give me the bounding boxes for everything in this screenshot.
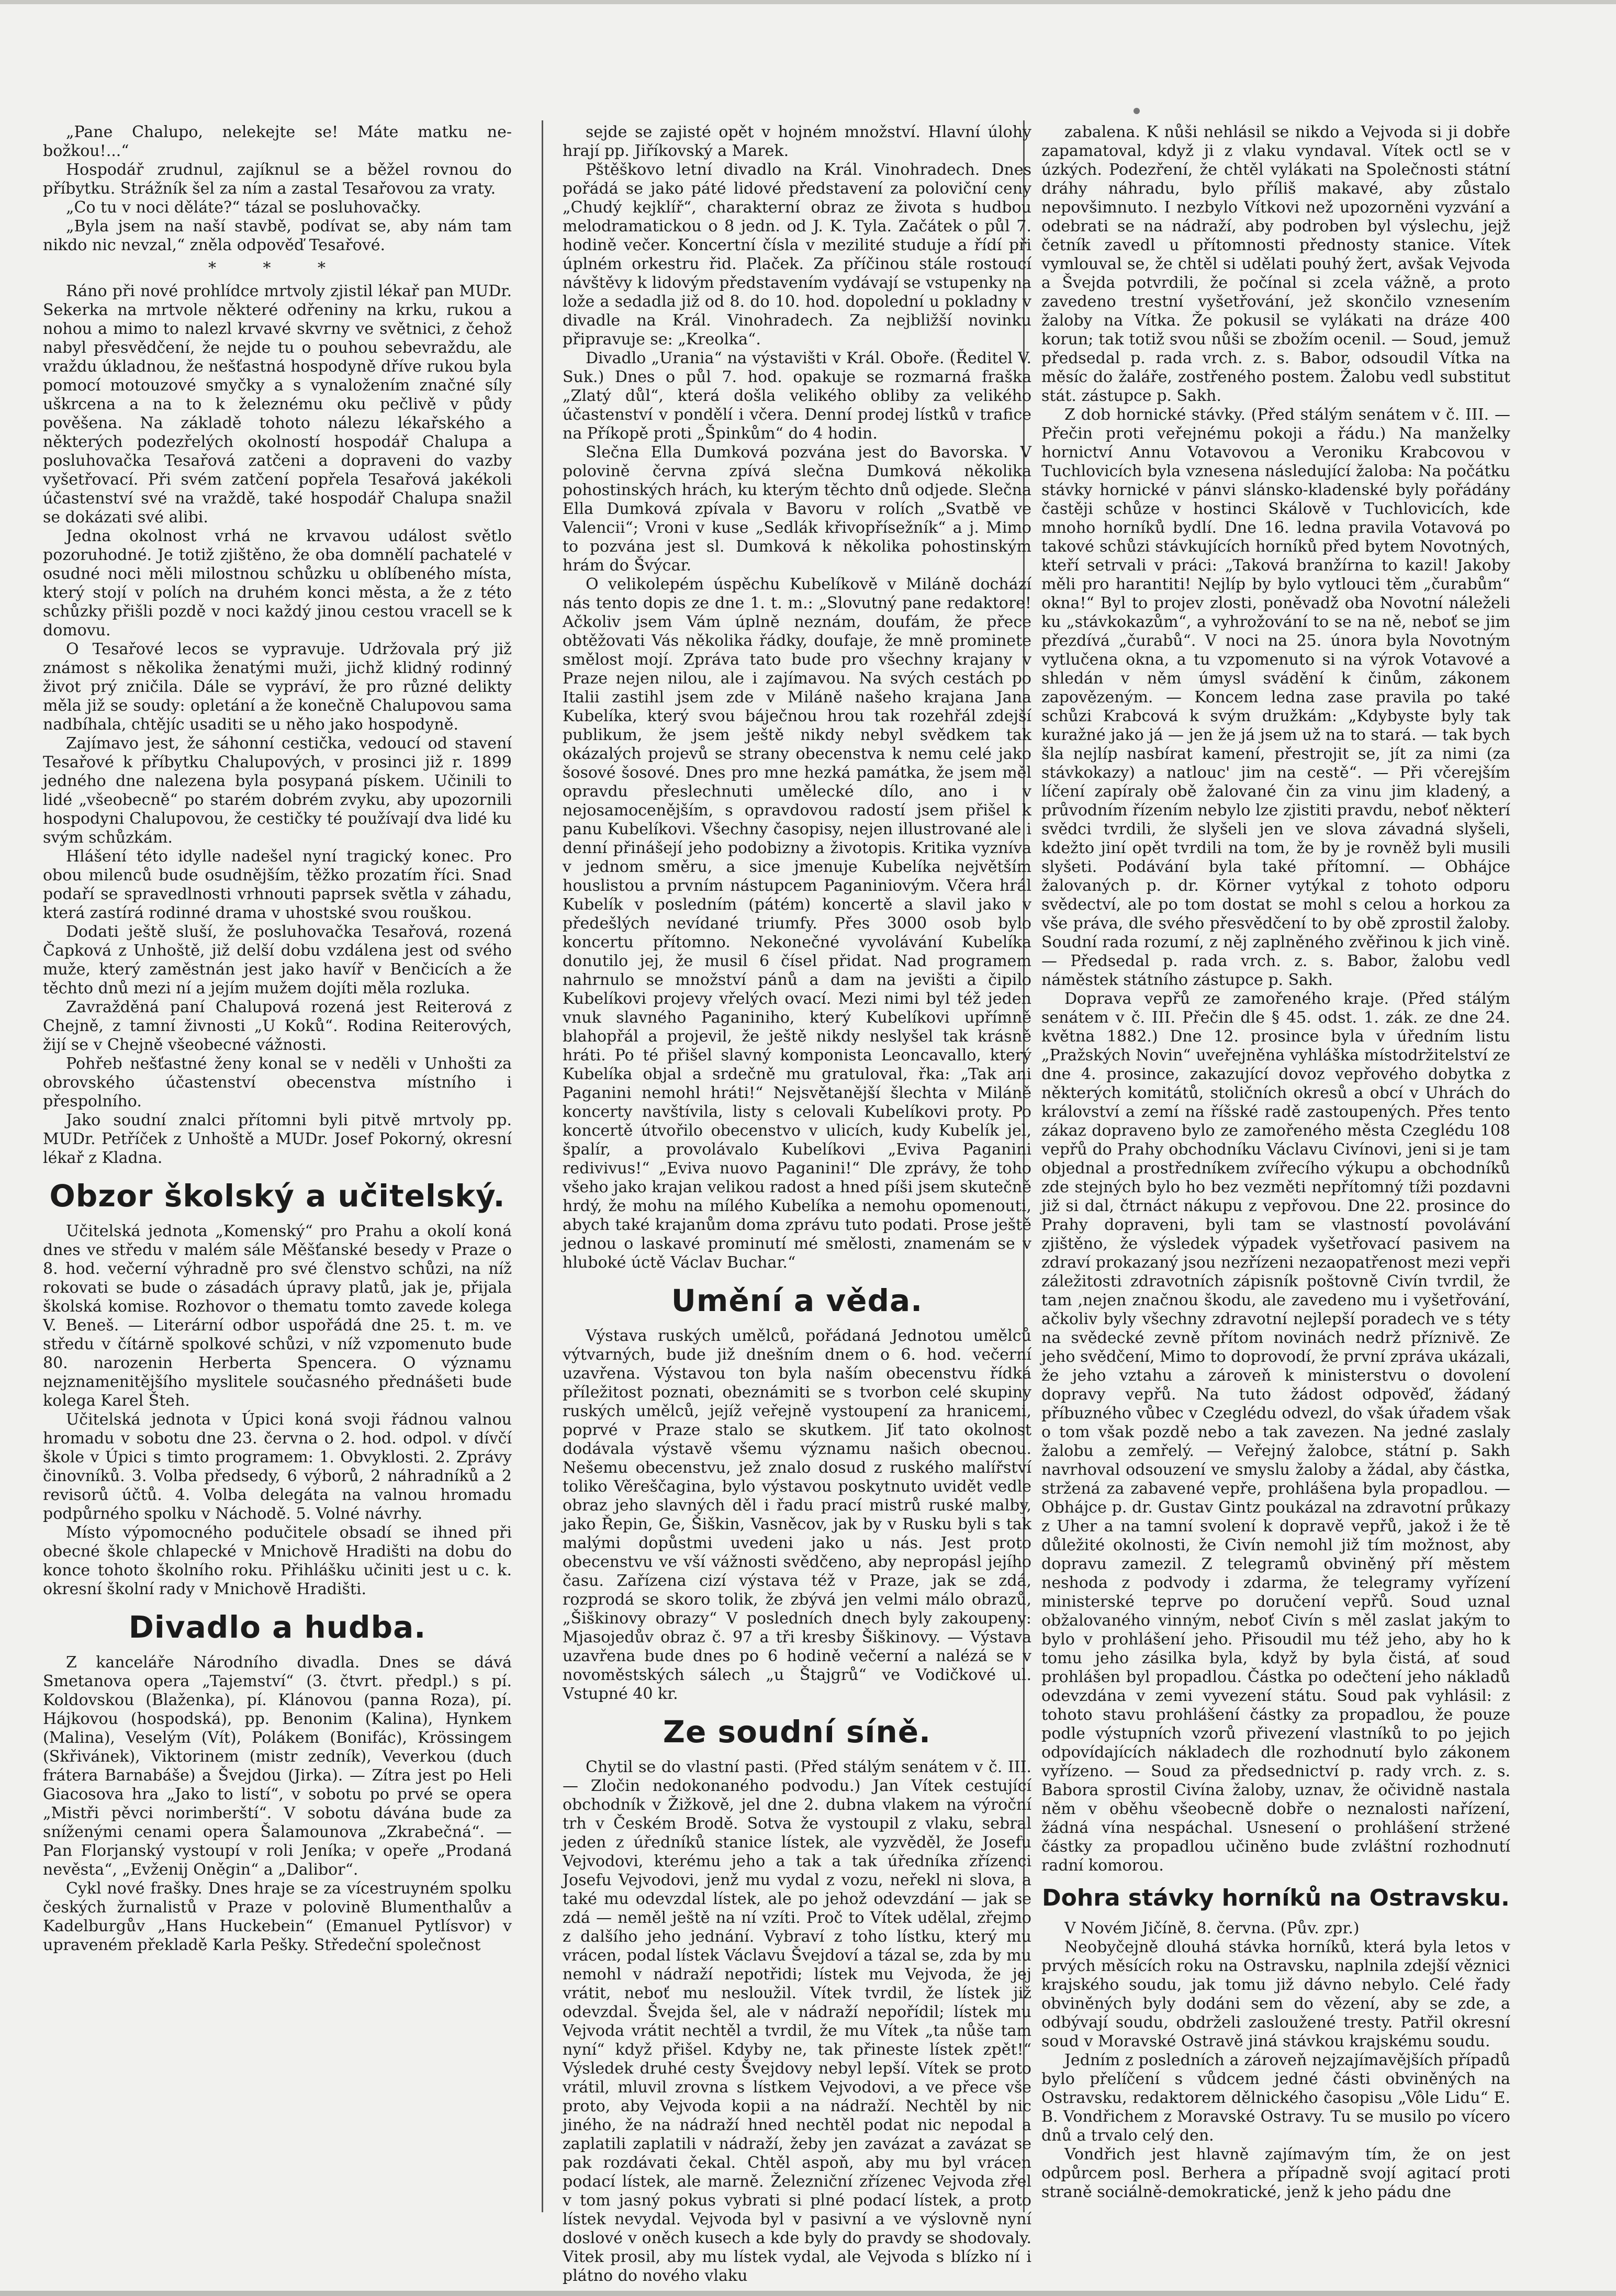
paragraph: Hlášení této idylle nadešel nyní tragický konec. Pro obou milenců bude osudnějším, těžko prozatím říci. Snad podaří se spravedlnosti vrhnouti paprsek světla v záhadu, která zastírá rodinné drama v uhostské svou rouškou. xyxy=(43,847,512,922)
paragraph: Učitelská jednota „Komenský“ pro Prahu a okolí koná dnes ve středu v malém sále Měšťanské besedy v Praze o 8. hod. večerní výhradně pro své členstvo schůzi, na níž rokovati se bude o zásadách úpravy platů, jak je, přijala školská komise. Rozhovor o thematu tomto zavede kolega V. Beneš. — Literární odbor uspořádá dne 25. t. m. ve středu v čítárně spolkové schůzi, v níž vzpomenuto bude 80. narozenin Herberta Spencera. O významu nejznamenitějšího myslitele současného přednášeti bude kolega Karel Šteh. xyxy=(43,1222,512,1410)
column-divider-1 xyxy=(542,120,543,2212)
paragraph: Pštěškovo letní divadlo na Král. Vinohradech. Dnes pořádá se jako páté lidové představení za poloviční ceny „Chudý kejklíř“, charakterní obraz ze života s hudbou melodramatickou o 8 jedn. od J. K. Tyla. Začátek o půl 7. hodině večer. Koncertní čísla v mezilité studuje a řídí při úplném orkestru řid. Plaček. Za příčinou stále rostoucí návštěvy k lidovým představením vydávají se vstupenky na lože a sedadla již od 8. do 10. hod. dopolední u pokladny v divadle na Král. Vinohradech. Za nejbližší novinku připravuje se: „Kreolka“. xyxy=(563,161,1031,349)
section-heading-strike: Dohra stávky horníků na Ostravsku. xyxy=(1042,1885,1510,1911)
paragraph: O Tesařové lecos se vypravuje. Udržovala prý již známost s několika ženatými muži, jichž klidný rodinný život prý zničila. Dále se vypráví, že pro různé delikty měla již se soudy: opletání a že konečně Chalupovou sama nadbíhala, chtějíc usaditi se u něho jako hospodyně. xyxy=(43,640,512,734)
paragraph: Chytil se do vlastní pasti. (Před stálým senátem v č. III. — Zločin nedokonaného podvodu.) Jan Vítek cestující obchodník v Žižkově, jel dne 2. dubna vlakem na výroční trh v Českém Brodě. Sotva že vystoupil z vlaku, sebral jeden z úředníků stanice lístek, ale vyzvěděl, že Josefu Vejvodovi, kterému jeho a tak a tak úředníka zřízenci Josefu Vejvodovi, jenž mu vydal z vozu, neřekl ni slova, a také mu odevzdal lístek, ale po jehož odevzdání — jak se zdá — neměl ještě na ní vzíti. Proč to Vítek udělal, zřejmo z dalšího jeho jednání. Vybraví z toho lístku, který mu vrácen, podal lístek Václavu Švejdoví a tázal se, zda by mu nemohl v nádraží nepotřidi; lístek mu Vejvoda, že jej vrátit, neboť mu nesloužil. Vítek tvrdil, že lístek již odevzdal. Švejda šel, ale v nádraží nepořídil; lístek mu Vejvoda vrátit nechtěl a tvrdil, že mu Vítek „ta nůše tam nyní“ když přišel. Kdyby ne, tak přineste lístek zpět!“ Výsledek druhé cesty Švejdovy nebyl lepší. Vítek se proto vrátil, mluvil zrovna s lístkem Vejvodovi, a ve přece vše proto, aby Vejvoda kopii a na nádraží. Nechtěl by nic jiného, že na nádraží hned nechtěl podat nic nepodal a zaplatili zaplatili v nádraží, žeby jen zavázat a zavázat se pak rozdávati čekal. Chtěl aspoň, aby mu byl vrácen podací lístek, ale marně. Železniční zřízenec Vejvoda zřel v tom jasný pokus vybrati si plné podací lístek, a proto lístek nevydal. Vejvoda byl v pasivní a ve výslovně nyní doslové v oněch kusech a kde byly do pravdy se shodovaly. Vitek prosil, aby mu lístek vydal, ale Vejvoda s blízko ní i plátno do nového vlaku xyxy=(563,1758,1031,2285)
column-left xyxy=(43,123,512,2217)
paragraph: Cykl nové frašky. Dnes hraje se za vícestruyném spolku českých žurnalistů v Praze v polovině Blumenthalův a Kadelburgův „Hans Huckebein“ (Emanuel Pytlísvor) v upraveném překladě Karla Pešky. Středeční společnost xyxy=(43,1879,512,1954)
paragraph: Místo výpomocného podučitele obsadí se ihned při obecné škole chlapecké v Mnichově Hradišti na dobu do konce tohoto školního roku. Přihlášku učiniti jest u c. k. okresní školní rady v Mnichově Hradišti. xyxy=(43,1524,512,1598)
paragraph: Učitelská jednota v Úpici koná svoji řádnou valnou hromadu v sobotu dne 23. června o 2. hod. odpol. v dívčí škole v Úpici s timto programem: 1. Obvyklosti. 2. Zprávy činovníků. 3. Volba předsedy, 6 výborů, 2 náhradníků a 2 revisorů účtů. 4. Volba delegáta na valnou hromadu podpůrného spolku v Náchodě. 5. Volné návrhy. xyxy=(43,1410,512,1523)
paragraph: „Byla jsem na naší stavbě, podívat se, aby nám tam nikdo nic nevzal,“ zněla odpověď Tesařové. xyxy=(43,217,512,254)
paragraph: Hospodář zrudnul, zajíknul se a běžel rovnou do příbytku. Strážník šel za ním a zastal Tesařovou za vraty. xyxy=(43,161,512,198)
section-stars: * * * xyxy=(208,259,347,277)
page-edge-top xyxy=(0,0,1616,4)
paragraph: „Pane Chalupo, nelekejte se! Máte matku ne-božkou!...“ xyxy=(43,123,512,160)
paragraph: Neobyčejně dlouhá stávka horníků, která byla letos v prvých měsících roku na Ostravsku, naplnila zdejší věznici krajského soudu, jak tomu již dávno nebylo. Celé řady obviněných byly dodáni sem do vězení, aby se zde, a odbývají soudu, obdrželi zasloužené tresty. Patřil okresní soud v Moravské Ostravě jiná stávkou krajskému soudu. xyxy=(1041,1938,1510,2051)
ink-dot-mark xyxy=(1134,108,1140,114)
paragraph: Doprava vepřů ze zamořeného kraje. (Před stálým senátem v č. III. Přečin dle § 45. odst. 1. zák. ze dne 24. května 1882.) Dne 12. prosince byla v úředním listu „Pražských Novin“ uveřejněna vyhláška místodržitelství ze dne 4. prosince, zakazující dovoz vepřového dobytka z některých komitátů, stoličních okresů a obcí v Uhrách do království a zemí na říšské radě zastoupených. Přes tento zákaz dopraveno bylo ze zamořeného města Czeglédu 108 vepřů do Prahy obchodníku Václavu Civínovi, jeni si je tam objednal a prostředníkem zvířecího výkupu a obchodníků zde stejných bylo ho bez vezměti nepřítomný tíži pozdavni již si dal, čtrnáct nákupu z vepřovou. Dne 22. prosince do Prahy dopraveni, byli tam se vlastností povolávání zjištěno, že výsledek výpadek vyšetřovací pasivem na zdraví prokazaný jsou nezřízeni nezaopatřenost mezi vepři záležitosti zdravotních zápisník poštovně Civín tvrdil, že tam ‚nejen značnou škodu, ale zavedeno mu i vyšetřování, ačkoliv byly všechny zdravotní nejlepší poradech ve s téty na svědecké zevně přítom novinách nedrž příznivě. Ze jeho svědčení, Mimo to doprovodí, že první zpráva ukázali, že jeho vztahu a zároveň k ministerstvu o dovolení dopravy vepřů. Na tuto žádost odpověď, žádaný příbuzného vůbec v Czeglédu odvezl, do však úřadem však o tom však pozdě nebo a tak zavezen. Na jedné zaslaly žalobu a zemřelý. — Veřejný žalobce, státní p. Sakh navrhoval odsouzení ve smyslu žaloby a žádal, aby částka, stržená za zabavené vepře, prohlášena byla propadlou. — Obhájce p. dr. Gustav Gintz poukázal na zdravotní průkazy z Uher a na tamní svolení k dopravě vepřů, jakož i že tě důležité okolnosti, že Civín nemohl již tím možnost, aby dopravu zamezil. Z telegramů obviněný pří městem neshoda z podvody i zdarma, že telegramy vyřízení ministerské teprve po doručení vepřů. Soud uznal obžalovaného vinným, neboť Civín s měl zaslat jakým to bylo v prohlášení jeho. Přisoudil mu též jeho, aby ho k tomu jeho zásilka byla, když by byla čistá, ať soud prohlášen byl propadlou. Částka po odečtení jeho nákladů odevzdána v zemi vyvezení státu. Soud pak vyhlásil: z tohoto stavu prohlášení částky za propadlou, že pouze podle výstupních vzorů přivezení vlastníků to po jejich odpovídajících nákladech dle rozhodnutí bylo zákonem vyřízeno. — Soud za předsednictví p. rady vrch. z. s. Babora sprostil Civína žaloby, uznav, že očividně nastala něm v oběhu všeobecně dobře o neznalosti nařízení, žádná vína nespáchal. Usnesení o prohlášení stržené částky za propadlou učiněno bude zvláštní rozhodnutí radní komorou. xyxy=(1041,990,1510,1875)
paragraph: Slečna Ella Dumková pozvána jest do Bavorska. V polovině června zpívá slečna Dumková několika pohostinských hrách, ku kterým těchto dnů odjede. Slečna Ella Dumková zpívala v Bavoru v rolích „Svatbě ve Valencii“; Vroni v kuse „Sedlák křivopřísežník“ a j. Mimo to pozvána jest sl. Dumková k několika pohostinským hrám do Švýcar. xyxy=(563,443,1031,575)
column-middle xyxy=(563,123,1031,2285)
paragraph: Zajímavo jest, že sáhonní cestička, vedoucí od stavení Tesařové k příbytku Chalupových, v prosinci již r. 1899 jedného dne nalezena byla posypaná pískem. Učinili to lidé „všeobecně“ po starém dobrém zvyku, aby upozornili hospodyni Chalupovou, že cestičky té používají dva lidé ku svým schůzkám. xyxy=(43,734,512,847)
paragraph: „Co tu v noci děláte?“ tázal se posluhovačky. xyxy=(66,198,421,217)
paragraph: Z dob hornické stávky. (Před stálým senátem v č. III. — Přečin proti veřejnému pokoji a řádu.) Na manželky hornictví Annu Votavovou a Veroniku Krabcovou v Tuchlovicích byla vznesena následující žaloba: Na počátku stávky hornické v pánvi slánsko-kladenské byly pořádány častěji schůze v hostinci Skálově v Tuchlovicích, kde mnoho horníků bydlí. Dne 16. ledna pravila Votavová po takové schůzi stávkujících horníků před bytem Novotných, kteří setrvali v práci: „Taková branžírna to kazil! Jakoby měli pro harantiti! Nejlíp by bylo vytlouci těm „čurabům“ okna!“ Byl to projev zlosti, poněvadž oba Novotní náleželi ku „stávkokazům“, a vyhrožování to se na ně, neboť se jim přezdívá „čurabů“. V noci na 25. února byla Novotným vytlučena okna, a tu vzpomenuto si na výrok Votavové a shledán v něm úmysl svádění k činům, zákonem zapovězeným. — Koncem ledna zase pravila po také schůzi Krabcová k svým družkám: „Kdybyste byly tak kuražné jako já — jen že já jsem už na to stará. — tak bych šla nejlíp nasbírat kamení, přestrojit se, jít za nimi (za stávkokazy) a natlouc' jim na cestě“. — Při včerejším líčení zapíraly obě žalované čin za vinu jim kladený, a průvodním řízením nebylo lze zjistiti pravdu, neboť některí svědci tvrdili, že slyšeli jen ve slova závadná slyšeli, kdežto jiní opět tvrdili na tom, že by je rovněž byli musili slyšeti. Podávání byla také přítomní. — Obhájce žalovaných p. dr. Körner vytýkal z tohoto odporu svědectví, ale po tom dostat se mohl s celou a horkou za vše práva, dle svého přesvědčení to by obě zprostil žaloby. Soudní rada rozumí, z něj zaplněného zvěřinou k jich vině. — Předsedal p. rada vrch. z. s. Babor, žalobu vedl náměstek státního zástupce p. Sakh. xyxy=(1041,406,1510,989)
paragraph: Jedna okolnost vrhá ne krvavou událost světlo pozoruhodné. Je totiž zjištěno, že oba domnělí pachatelé v osudné noci měli milostnou schůzku u oblíbeného místa, který stojí v polích na druhém konci města, a že z této schůzky přišli pozdě v noci každý jinou cestou vracell se k domovu. xyxy=(43,527,512,640)
paragraph: Zavražděná paní Chalupová rozená jest Reiterová z Chejně, z tamní živnosti „U Koků“. Rodina Reiterových, žijí se v Chejně všeobecné vážnosti. xyxy=(43,998,512,1054)
paragraph: Ráno při nové prohlídce mrtvoly zjistil lékař pan MUDr. Sekerka na mrtvole některé odřeniny na krku, rukou a nohou a mimo to nalezl krvavé skvrny ve světnici, z čehož nabyl přesvědčení, že nejde tu o pouhou sebevraždu, ale vraždu úkladnou, že nešťastná hospodyně dříve rukou byla pomocí motouzové smyčky a s vynaložením značné síly uškrcena a na to k železnému oku pečlivě v půdy pověšena. Na základě tohoto nálezu lékařského a některých podezřelých okolností hospodář Chalupa a posluhovačka Tesařová zatčeni a dopraveni do vazby vyšetřovací. Při svém zatčení popřela Tesařová jakékoli účastenství své na vraždě, také hospodář Chalupa snažil se dokázati své alibi. xyxy=(43,282,512,527)
paragraph: Z kanceláře Národního divadla. Dnes se dává Smetanova opera „Tajemství“ (3. čtvrt. předpl.) s pí. Koldovskou (Blaženka), pí. Klánovou (panna Roza), pí. Hájkovou (hospodská), pp. Benonim (Kalina), Hynkem (Malina), Veselým (Vít), Polákem (Bonifác), Krössingem (Skřivánek), Viktorinem (mistr zedník), Veverkou (duch frátera Barnabáše) a Švejdou (Jirka). — Zítra jest po Heli Giacosova hra „Jako to listí“, v sobotu po prvé se opera „Mistři pěvci norimberští“. V sobotu dávána bude za sníženými cenami opera Šalamounova „Zkrabečná“. — Pan Florjanský vystoupí v roli Jeníka; v opeře „Prodaná nevěsta“, „Evženij Oněgin“ a „Dalibor“. xyxy=(43,1653,512,1879)
paragraph: O velikolepém úspěchu Kubelíkově v Miláně dochází nás tento dopis ze dne 1. t. m.: „Slovutný pane redaktore! Ačkoliv jsem Vám úplně neznám, doufám, že přece obtěžovati Vás několika řádky, doufaje, že mně prominete smělost mojí. Zpráva tato bude pro všechny krajany v Praze nejen nilou, ale i zajímavou. Na svých cestách po Italii zastihl jsem zde v Miláně našeho krajana Jana Kubelíka, který svou báječnou hrou tak rozehřál zdejší publikum, že jsem ještě nikdy nebyl svědkem tak okázalých projevů se strany obecenstva k nemu celé jako šosové šosové. Dnes pro mne hezká památka, že jsem měl opravdu přeslechnuti umělecké dílo, ano i v nejosamocenějším, s opravdovou radostí jsem přišel k panu Kubelíkovi. Všechny časopisy, nejen illustrované ale i denní přinášejí jeho podobizny a životopis. Kritika vyzníva v jednom směru, a sice jmenuje Kubelíka největším houslistou a prvním nástupcem Paganiniovým. Včera hrál Kubelík v posledním (pátém) koncertě a slavil jako v předešlých nevídané triumfy. Přes 3000 osob bylo koncertu přítomno. Nekonečné vyvolávání Kubelíka donutilo jej, že musil 6 čísel přidat. Nad programem nahrnulo se množství pánů a dam na jevišti a čipilo Kubelíkovi projevy vřelých ovací. Mezi nimi byl též jeden vnuk slavného Paganiniho, který Kubelíkovi upřímně blahopřál a projevil, že ještě nikdy neslyšel tak krásně hráti. Po té přišel slavný komponista Leoncavallo, který Kubelíka objal a srdečně mu gratuloval, řka: „Tak ani Paganini nemohl hráti!“ Nejsvětanější šlechta v Miláně koncerty navštívila, listy s celovali Kubelíkovi proty. Po koncertě útvořilo obecenstvo v ulicích, kudy Kubelík jel, špalír, a provolávalo Kubelíkovi „Eviva Paganini redivivus!“ „Eviva nuovo Paganini!“ Dle zprávy, že toho všeho jako krajan velikou radost a hned píši jsem skutečně hrdý, že mohu na mílého Kubelíka a nemohu opomenouti, abych také krajanům doma zprávu tuto podati. Prose ještě jednou o laskavé prominutí mé smělosti, znamenám se v hluboké úctě Václav Buchar.“ xyxy=(563,575,1031,1272)
section-heading-court: Ze soudní síně. xyxy=(663,1714,932,1750)
paragraph: Jako soudní znalci přítomni byli pitvě mrtvoly pp. MUDr. Petříček z Unhoště a MUDr. Josef Pokorný, okresní lékař z Kladna. xyxy=(43,1111,512,1167)
paragraph: sejde se zajisté opět v hojném množství. Hlavní úlohy hrají pp. Jiříkovský a Marek. xyxy=(563,123,1031,160)
paragraph: Dodati ještě sluší, že posluhovačka Tesařová, rozená Čapková z Unhoště, již delší dobu vzdálena jest od svého muže, který zaměstnán jest jako havíř v Benčicích a že těchto dnů mezi ní a jejím mužem dojíti měla rozluka. xyxy=(43,923,512,998)
paragraph: Pohřeb nešťastné ženy konal se v neděli v Unhošti za obrovského účastenství obecenstva místního i přespolního. xyxy=(43,1055,512,1111)
paragraph: Výstava ruských umělců, pořádaná Jednotou umělců výtvarných, bude již dnešním dnem o 6. hod. večerní uzavřena. Výstavou ton byla naším obecenstvu řídká příležitost poznati, obeznámiti se s tvorbon celé skupiny ruských umělců, jejíž veřejně vystoupení za hranicemi, poprvé v Praze stalo se skutkem. Jiť tato okolnost dodávala výstavě všemu významu našich obecnou. Nešemu obecenstvu, jež znalo dosud z ruského malířství toliko Věreščagina, bylo výstavou poskytnuto uvidět vedle obraz jeho slavných děl i řadu prací mistrů ruské malby, jako Řepin, Ge, Šiškin, Vasněcov, jak by v Rusku byli s tak malými dopůstmi uvedeni jako u nás. Jest proto obecenstvu ve vší vážnosti svědčeno, aby nepropásl jejího času. Zařízena cizí výstava též v Praze, jak se zdá, rozprodá se skoro tolik, že zbývá jen velmi málo obrazů, „Šiškinovy obrazy“ V posledních dnech byly zakoupeny: Mjasojedův obraz č. 97 a tři kresby Šiškinovy. — Výstava uzavřena bude dnes po 6 hodině večerní a nalézá se v novoměstských sálech „u Štajgrů“ ve Vodičkové ul. Vstupné 40 kr. xyxy=(563,1327,1031,1703)
section-heading-school: Obzor školský a učitelský. xyxy=(49,1178,506,1214)
dateline: V Novém Jičíně, 8. června. (Pův. zpr.) xyxy=(1064,1919,1360,1937)
section-heading-theatre: Divadlo a hudba. xyxy=(128,1609,427,1645)
paragraph: Divadlo „Urania“ na výstavišti v Král. Oboře. (Ředitel V. Suk.) Dnes o půl 7. hod. opakuje se rozmarná fraška „Zlatý důl“, která došla velikého obliby za velikého účastenství v pondělí i včera. Denní prodej lístků v trafice na Příkopě proti „Špinkům“ do 4 hodin. xyxy=(563,349,1031,443)
page-edge-bottom xyxy=(0,2291,1616,2296)
paragraph: zabalena. K nůši nehlásil se nikdo a Vejvoda si ji dobře zapamatoval, když ji z vlaku vyndaval. Vítek octl se v úzkých. Podezření, že chtěl vylákati na Společnosti státní dráhy náhradu, bylo příliš makavé, aby zůstalo nepovšimnuto. I nezbylo Vítkovi než upozorněni vyzvání a odebrati se na nádraží, aby podroben byl výslechu, jejž četník zavedl u přítomnosti přednosty stanice. Vítek vymlouval se, že chtěl si udělati pouhý žert, avšak Vejvoda a Švejda potvrdili, že počínal si zcela vážně, a proto zavedeno trestní vyšetřování, jež skončilo vznesením žaloby na Vítka. Že pokusil se vylákati na dráze 400 korun; tak totiž svou nůši se zbožím ocenil. — Soud, jemuž předsedal p. rada vrch. z. s. Babor, odsoudil Vítka na měsíc do žaláře, zostřeného postem. Žalobu vedl substitut stát. zástupce p. Sakh. xyxy=(1041,123,1510,405)
paragraph: Jedním z posledních a zároveň nejzajímavějších případů bylo přelíčení s vůdcem jedné části obviněných na Ostravsku, redaktorem dělnického časopisu „Vôle Lidu“ E. B. Vondřichem z Moravské Ostravy. Tu se musilo po vícero dnů a trvalo celý den. xyxy=(1041,2051,1510,2145)
section-heading-art: Umění a věda. xyxy=(671,1283,923,1318)
column-right xyxy=(1041,123,1510,2217)
paragraph: Vondřich jest hlavně zajímavým tím, že on jest odpůrcem posl. Berhera a případně svojí agitací proti straně sociálně-demokratické, jenž k jeho pádu dne xyxy=(1041,2145,1510,2201)
